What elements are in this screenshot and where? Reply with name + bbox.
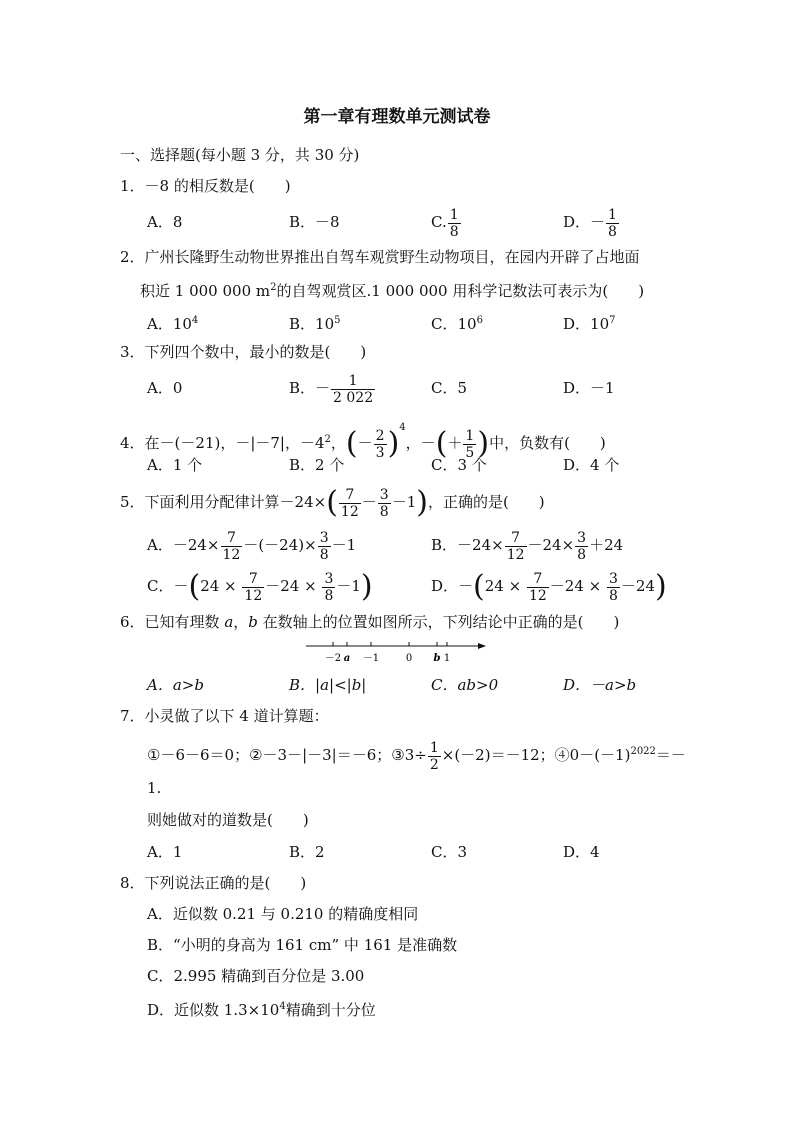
q2-option-b: B．$10^5$ (289, 315, 341, 333)
question-7-stem: 7．小灵做了以下 4 道计算题： (120, 707, 329, 725)
q2-option-d: D．$10^7$ (563, 315, 616, 333)
number-line-arrow (478, 643, 486, 649)
q6-option-d: D．－a>b (563, 676, 637, 694)
question-3-stem: 3．下列四个数中，最小的数是( ) (120, 343, 367, 361)
question-7-calculations: ①－6－6＝0；②－3－|－3|＝－6；③3÷ $\frac{1}{2}$ ×(－2)＝－12；$④0-(-1)^{2022}=-$ (147, 739, 686, 773)
q4-option-c: C．3 个 (431, 456, 487, 474)
axis-label-0: 0 (405, 653, 413, 664)
q3-option-d: D．－1 (563, 379, 615, 397)
page-title: 第一章有理数单元测试卷 (303, 107, 491, 127)
q8-option-d: D．近似数 $1.3\times 10^4$精确到十分位 (147, 1001, 376, 1019)
question-7-prompt: 则她做对的道数是( ) (147, 811, 309, 829)
axis-label-b: b (433, 653, 441, 664)
q3-option-b: B．－ $\frac{1}{2 022}$ (289, 372, 374, 406)
question-5-stem: 5．下面利用分配律计算－24×( $\frac{7}{12}$ － $\frac{3}{8}$ －1)，正确的是( ) (120, 485, 545, 520)
q6-option-c: C．ab>0 (431, 676, 499, 694)
q7-option-b: B．2 (289, 843, 325, 861)
question-7-line2: 1. (147, 779, 162, 797)
axis-label-a: a (343, 653, 351, 664)
q6-option-a: A．a>b (147, 676, 204, 694)
section-heading: 一、选择题(每小题 3 分，共 30 分) (120, 146, 360, 164)
q2-option-c: C．$10^6$ (431, 315, 483, 333)
question-2-line2: 积近 1 000 000 $m^2$的自驾观赏区.1 000 000 用科学记数法可表示为( ) (140, 282, 645, 300)
number-line-figure (300, 638, 490, 666)
q7-option-c: C．3 (431, 843, 468, 861)
axis-label-minus-2: －2 (324, 653, 342, 664)
q7-option-a: A．1 (147, 843, 183, 861)
q1-option-a: A．8 (147, 213, 183, 231)
q8-option-a: A．近似数 0.21 与 0.210 的精确度相同 (147, 905, 419, 923)
q3-option-a: A．0 (147, 379, 183, 397)
q4-option-a: A．1 个 (147, 456, 203, 474)
q2-option-a: A．$10^4$ (147, 315, 199, 333)
axis-label-minus-1: －1 (362, 653, 380, 664)
q8-option-b: B．“小明的身高为 161 cm” 中 161 是准确数 (147, 936, 458, 954)
q5-option-b: B．－24× $\frac{7}{12}$ －24× $\frac{3}{8}$ ＋24 (431, 529, 624, 563)
question-1-stem: 1．－8 的相反数是( ) (120, 177, 291, 195)
q1-option-d: D．－ $\frac{1}{8}$ (563, 206, 617, 240)
q4-option-d: D．4 个 (563, 456, 620, 474)
q3-option-c: C．5 (431, 379, 468, 397)
q5-option-d: D．－(24 × $\frac{7}{12}$ －24 × $\frac{3}{8}$ －24) (431, 569, 667, 604)
q6-option-b: B．|a|<|b| (289, 676, 367, 694)
q5-option-a: A．－24× $\frac{7}{12}$ －(－24)× $\frac{3}{8}$ －1 (147, 529, 357, 563)
q1-option-c: C. $\frac{1}{8}$ (431, 206, 459, 240)
q5-option-c: C．－(24 × $\frac{7}{12}$ －24 × $\frac{3}{8}$ －1) (147, 569, 373, 604)
q1-option-b: B．－8 (289, 213, 340, 231)
question-6-stem: 6．已知有理数 a，b 在数轴上的位置如图所示，下列结论中正确的是( ) (120, 613, 620, 631)
axis-label-1: 1 (443, 653, 451, 664)
q7-option-d: D．4 (563, 843, 600, 861)
question-4-stem: 4．在－(－21)，－|－7|，$-4^2$，(－ $\frac{2}{3}$ )$^4$，－(＋ $\frac{1}{5}$ )中，负数有( ) (120, 422, 606, 461)
q4-option-b: B．2 个 (289, 456, 345, 474)
question-2-line1: 2．广州长隆野生动物世界推出自驾车观赏野生动物项目，在园内开辟了占地面 (120, 248, 640, 266)
q8-option-c: C．2.995 精确到百分位是 3.00 (147, 967, 365, 985)
question-8-stem: 8．下列说法正确的是( ) (120, 874, 307, 892)
